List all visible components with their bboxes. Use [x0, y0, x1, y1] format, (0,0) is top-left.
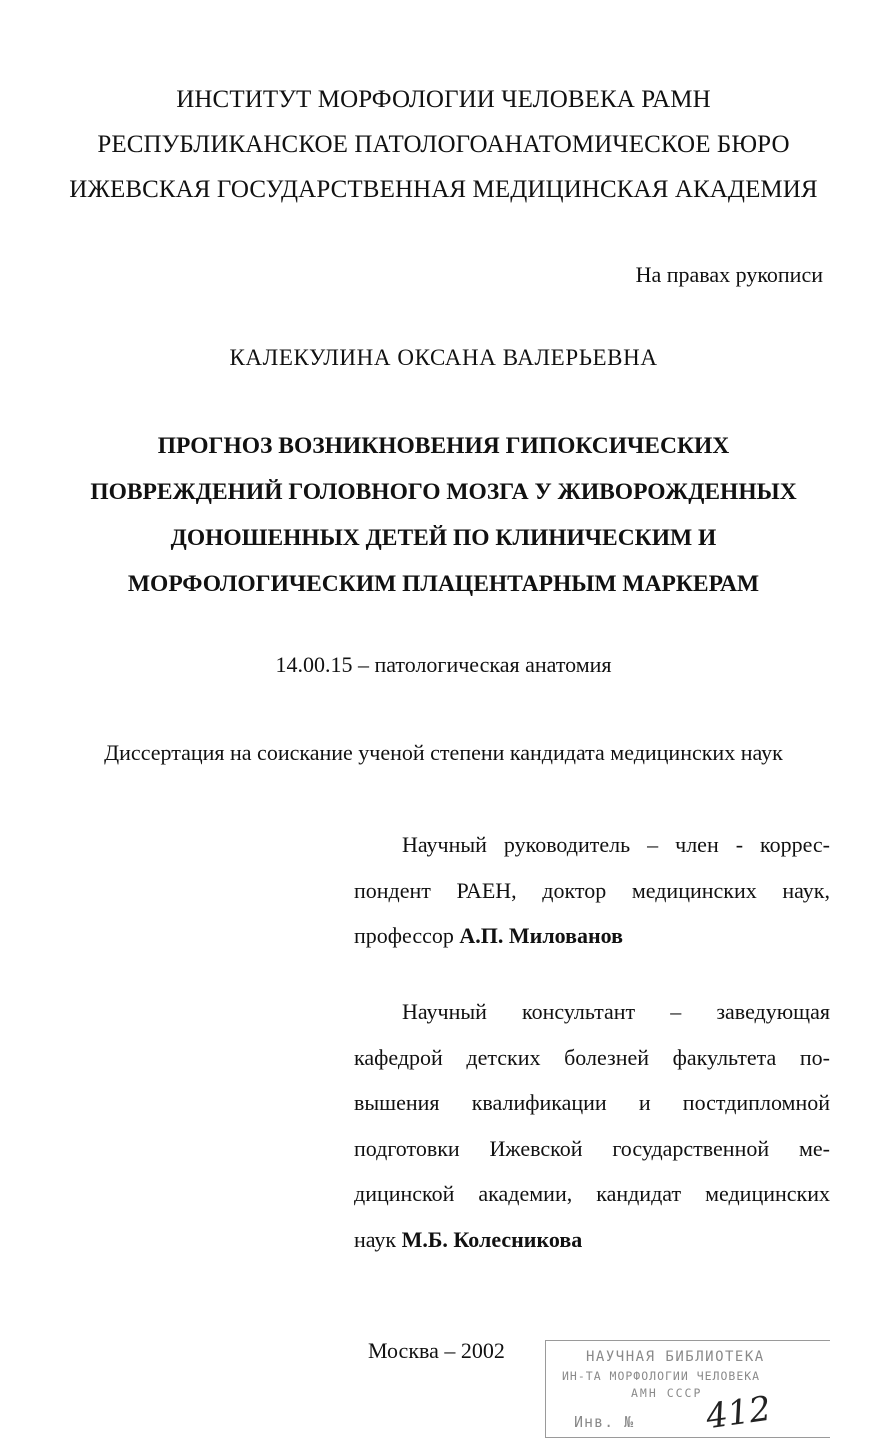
institution-line-3: ИЖЕВСКАЯ ГОСУДАРСТВЕННАЯ МЕДИЦИНСКАЯ АКАДЕМИЯ	[69, 176, 818, 203]
rights-note: На правах рукописи	[635, 262, 823, 287]
consultant-block	[354, 989, 830, 1262]
institution-line-1: ИНСТИТУТ МОРФОЛОГИИ ЧЕЛОВЕКА РАМН	[176, 86, 711, 113]
consultant-prefix: наук	[354, 1226, 402, 1252]
supervisor-line-3	[354, 913, 830, 959]
stamp-line-2: ИН-ТА МОРФОЛОГИИ ЧЕЛОВЕКА	[562, 1369, 761, 1383]
supervisor-line-1: Научный руководитель – член - коррес-	[402, 832, 830, 857]
consultant-line-3: вышения квалификации и постдипломной	[354, 1090, 830, 1115]
supervisor-block	[354, 822, 830, 959]
library-stamp	[545, 1340, 830, 1438]
institution-line-2: РЕСПУБЛИКАНСКОЕ ПАТОЛОГОАНАТОМИЧЕСКОЕ БЮРО	[97, 131, 790, 158]
stamp-line-1: НАУЧНАЯ БИБЛИОТЕКА	[586, 1349, 765, 1365]
supervisor-line-2: пондент РАЕН, доктор медицинских наук,	[354, 877, 830, 903]
author-name: КАЛЕКУЛИНА ОКСАНА ВАЛЕРЬЕВНА	[229, 345, 658, 370]
city-year: Москва – 2002	[368, 1338, 505, 1363]
consultant-line-1: Научный консультант – заведующая	[402, 999, 830, 1024]
consultant-line-5: дицинской академии, кандидат медицинских	[354, 1181, 830, 1206]
title-line-1: ПРОГНОЗ ВОЗНИКНОВЕНИЯ ГИПОКСИЧЕСКИХ	[157, 433, 730, 459]
stamp-inventory-number: 412	[703, 1388, 774, 1438]
stamp-line-3: АМН СССР	[631, 1386, 703, 1400]
stamp-inventory-label: Инв. №	[574, 1413, 635, 1431]
consultant-line-2: кафедрой детских болезней факультета по-	[354, 1044, 830, 1070]
consultant-line-4: подготовки Ижевской государственной ме-	[354, 1135, 830, 1161]
consultant-name: М.Б. Колесникова	[401, 1226, 583, 1252]
consultant-line-6	[354, 1217, 830, 1263]
supervisor-name: А.П. Милованов	[459, 923, 623, 948]
title-line-3: ДОНОШЕННЫХ ДЕТЕЙ ПО КЛИНИЧЕСКИМ И	[170, 525, 717, 551]
supervisor-prefix: профессор	[354, 923, 460, 948]
dissertation-statement: Диссертация на соискание ученой степени кандидата медицинских наук	[104, 740, 783, 765]
specialty-code: 14.00.15 – патологическая анатомия	[275, 652, 612, 677]
title-line-2: ПОВРЕЖДЕНИЙ ГОЛОВНОГО МОЗГА У ЖИВОРОЖДЕННЫХ	[90, 479, 797, 505]
title-line-4: МОРФОЛОГИЧЕСКИМ ПЛАЦЕНТАРНЫМ МАРКЕРАМ	[127, 571, 760, 597]
